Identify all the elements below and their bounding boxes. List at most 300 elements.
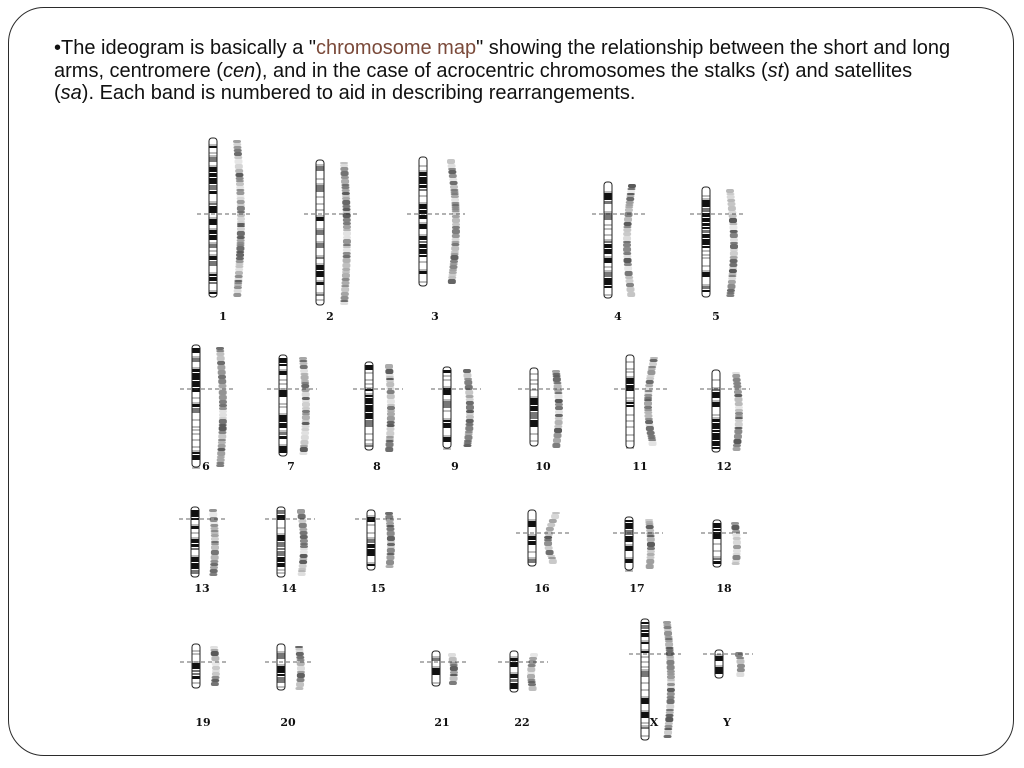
- band: [444, 423, 451, 428]
- photo-band: [448, 168, 456, 170]
- band: [366, 420, 373, 427]
- ideogram-outline: [641, 619, 649, 740]
- band: [278, 563, 285, 567]
- photo-band: [645, 521, 653, 523]
- band: [511, 679, 518, 682]
- photo-band: [218, 441, 226, 444]
- chromosome-8: [353, 362, 403, 473]
- photo-band: [735, 412, 743, 415]
- photo-band: [234, 289, 242, 293]
- band: [642, 712, 649, 718]
- photo-band: [211, 537, 219, 541]
- band: [210, 235, 217, 240]
- band: [278, 542, 285, 547]
- band: [210, 206, 217, 213]
- band: [420, 177, 427, 184]
- photo-band: [386, 440, 394, 442]
- band: [605, 201, 612, 204]
- band: [317, 265, 324, 270]
- photo-band: [649, 362, 657, 366]
- photo-band: [736, 657, 744, 659]
- photo-band: [343, 208, 351, 211]
- photo-band: [386, 555, 394, 560]
- band: [642, 642, 649, 644]
- chromosome-9: [431, 367, 481, 473]
- photo-band: [450, 260, 458, 263]
- photo-band: [529, 686, 537, 691]
- photo-band: [451, 202, 459, 204]
- band: [193, 358, 200, 362]
- photo-band: [735, 409, 743, 412]
- band: [420, 204, 427, 209]
- photo-band: [343, 252, 351, 255]
- band: [280, 432, 287, 435]
- photo-band: [465, 390, 473, 395]
- photo-band: [728, 275, 736, 277]
- photo-band: [667, 688, 675, 692]
- photo-band: [624, 266, 632, 271]
- photo-band: [295, 646, 303, 648]
- photo-band: [623, 243, 631, 247]
- band: [192, 570, 199, 574]
- band: [280, 415, 287, 422]
- photo-band: [450, 263, 458, 265]
- photo-band: [663, 624, 671, 626]
- band: [366, 365, 373, 370]
- photo-band: [645, 519, 653, 521]
- photo-band: [733, 549, 741, 553]
- photo-band: [733, 540, 741, 545]
- photo-band: [732, 533, 740, 537]
- band: [317, 271, 324, 277]
- band: [317, 185, 324, 192]
- photo-band: [555, 414, 563, 417]
- chromosome-1: [197, 138, 251, 323]
- photo-band: [647, 375, 655, 377]
- band: [317, 230, 324, 235]
- photo-band: [387, 424, 395, 427]
- photo-band: [449, 657, 457, 662]
- band: [192, 563, 199, 569]
- photo-band: [450, 185, 458, 189]
- photo-band: [210, 649, 218, 651]
- photo-band: [555, 417, 563, 420]
- photo-band: [216, 347, 224, 350]
- photo-band: [734, 397, 742, 402]
- photo-band: [217, 448, 225, 451]
- photo-band: [386, 431, 394, 436]
- band: [278, 674, 285, 676]
- photo-band: [667, 699, 675, 704]
- photo-band: [644, 397, 652, 399]
- photo-band: [645, 387, 653, 390]
- photo-band: [729, 218, 737, 223]
- photo-band: [218, 384, 226, 388]
- band: [210, 277, 217, 281]
- photo-band: [667, 683, 675, 686]
- photo-band: [646, 559, 654, 564]
- band: [420, 185, 427, 188]
- chromosome-label: 19: [195, 716, 211, 729]
- photo-band: [648, 439, 656, 441]
- photo-band: [219, 410, 227, 413]
- photo-band: [234, 282, 242, 284]
- band: [626, 523, 633, 529]
- photo-band: [730, 238, 738, 242]
- photo-band: [217, 458, 225, 462]
- photo-band: [212, 666, 220, 670]
- band: [193, 369, 200, 372]
- photo-band: [734, 434, 742, 439]
- photo-band: [210, 569, 218, 573]
- photo-band: [626, 279, 634, 283]
- chromosome-21: [420, 651, 466, 729]
- photo-band: [624, 258, 632, 263]
- band: [713, 447, 720, 449]
- photo-band: [729, 214, 737, 218]
- band: [192, 548, 199, 550]
- photo-band: [234, 278, 242, 280]
- photo-band: [218, 370, 226, 375]
- photo-band: [236, 180, 244, 182]
- photo-band: [209, 512, 217, 517]
- photo-band: [237, 239, 245, 242]
- band: [420, 244, 427, 248]
- photo-band: [555, 406, 563, 410]
- band: [280, 364, 287, 366]
- band: [278, 535, 285, 541]
- photo-band: [451, 204, 459, 206]
- photo-band: [555, 420, 563, 425]
- photo-band: [728, 277, 736, 280]
- photo-band: [342, 205, 350, 208]
- band: [642, 630, 649, 632]
- photo-band: [450, 664, 458, 666]
- band: [420, 249, 427, 254]
- photo-band: [734, 429, 742, 434]
- band: [192, 557, 199, 562]
- band: [366, 413, 373, 419]
- chromosome-label: 7: [287, 460, 295, 473]
- band: [529, 536, 536, 540]
- chromosome-y: [703, 650, 753, 729]
- photo-band: [627, 193, 635, 195]
- band: [210, 256, 217, 260]
- photo-band: [299, 523, 307, 528]
- band: [193, 670, 200, 672]
- photo-band: [216, 352, 224, 356]
- band: [210, 203, 217, 205]
- photo-band: [237, 195, 245, 197]
- photo-band: [623, 226, 631, 228]
- photo-band: [732, 560, 740, 562]
- photo-band: [645, 390, 653, 392]
- photo-band: [217, 365, 225, 370]
- chromosome-label: 14: [281, 582, 297, 595]
- photo-band: [300, 548, 308, 550]
- photo-band: [726, 189, 734, 193]
- photo-band: [297, 671, 305, 673]
- photo-band: [464, 440, 472, 442]
- band: [605, 241, 612, 243]
- photo-band: [210, 563, 218, 566]
- band: [368, 544, 375, 548]
- photo-band: [451, 243, 459, 246]
- photo-band: [301, 431, 309, 435]
- band: [420, 271, 427, 274]
- band: [713, 430, 720, 432]
- photo-band: [664, 626, 672, 629]
- photo-band: [733, 447, 741, 451]
- photo-band: [647, 556, 655, 559]
- photo-band: [465, 433, 473, 435]
- photo-band: [387, 536, 395, 541]
- band: [703, 272, 710, 277]
- chromosome-10: [518, 368, 570, 473]
- photo-band: [218, 444, 226, 448]
- photo-band: [627, 188, 635, 190]
- photo-band: [464, 435, 472, 440]
- photo-band: [730, 233, 738, 238]
- band: [511, 662, 518, 667]
- photo-band: [448, 274, 456, 276]
- band: [210, 244, 217, 248]
- photo-band: [233, 146, 241, 149]
- band: [368, 517, 375, 522]
- band: [193, 663, 200, 669]
- photo-band: [340, 167, 348, 171]
- band: [192, 544, 199, 547]
- chromosome-map-link[interactable]: chromosome map: [316, 37, 477, 59]
- photo-band: [233, 293, 241, 297]
- photo-band: [300, 539, 308, 543]
- photo-band: [298, 570, 306, 572]
- photo-band: [385, 369, 393, 374]
- photo-band: [448, 279, 456, 284]
- photo-band: [729, 269, 737, 273]
- band: [713, 433, 720, 440]
- photo-band: [665, 725, 673, 728]
- band: [703, 227, 710, 229]
- photo-band: [387, 412, 395, 416]
- photo-band: [666, 656, 674, 658]
- photo-band: [343, 239, 351, 244]
- photo-band: [297, 659, 305, 661]
- photo-band: [465, 431, 473, 433]
- band: [420, 210, 427, 214]
- photo-band: [386, 525, 394, 527]
- photo-band: [302, 392, 310, 397]
- photo-band: [343, 258, 351, 263]
- photo-band: [210, 527, 218, 530]
- photo-band: [726, 193, 734, 195]
- photo-band: [732, 372, 740, 374]
- photo-band: [451, 198, 459, 202]
- photo-band: [729, 263, 737, 267]
- photo-band: [219, 424, 227, 426]
- band: [192, 539, 199, 543]
- photo-band: [733, 439, 741, 444]
- photo-band: [234, 284, 242, 286]
- photo-band: [341, 184, 349, 186]
- photo-band: [210, 560, 218, 563]
- photo-band: [644, 401, 652, 406]
- band: [444, 437, 451, 442]
- photo-band: [647, 547, 655, 550]
- photo-band: [667, 696, 675, 699]
- photo-band: [301, 435, 309, 440]
- photo-band: [645, 384, 653, 387]
- photo-band: [729, 267, 737, 269]
- photo-band: [665, 640, 673, 642]
- photo-band: [448, 164, 456, 168]
- photo-band: [219, 426, 227, 431]
- photo-band: [625, 208, 633, 212]
- band: [317, 166, 324, 171]
- photo-band: [665, 638, 673, 640]
- photo-band: [386, 438, 394, 440]
- chromosome-label: 8: [373, 460, 381, 473]
- band: [714, 523, 721, 528]
- photo-band: [387, 394, 395, 399]
- photo-band: [386, 376, 394, 378]
- photo-band: [387, 399, 395, 404]
- photo-band: [236, 177, 244, 180]
- chromosome-6: [180, 345, 234, 473]
- photo-band: [546, 527, 554, 531]
- photo-band: [301, 428, 309, 431]
- photo-band: [343, 244, 351, 246]
- photo-band: [237, 242, 245, 244]
- photo-band: [625, 206, 633, 208]
- photo-band: [297, 509, 305, 514]
- chromosome-label: 20: [280, 716, 296, 729]
- photo-band: [299, 357, 307, 360]
- photo-band: [217, 356, 225, 361]
- photo-band: [233, 143, 241, 146]
- photo-band: [733, 444, 741, 447]
- photo-band: [235, 164, 243, 169]
- band: [529, 541, 536, 545]
- photo-band: [449, 681, 457, 685]
- photo-band: [463, 373, 471, 378]
- photo-band: [733, 537, 741, 540]
- photo-band: [464, 442, 472, 444]
- photo-band: [735, 422, 743, 427]
- band: [280, 390, 287, 397]
- photo-band: [466, 423, 474, 426]
- photo-band: [236, 263, 244, 265]
- chromosome-15: [355, 510, 403, 595]
- chromosome-16: [516, 510, 570, 595]
- photo-band: [730, 259, 738, 263]
- chromosome-5: [690, 187, 744, 323]
- photo-band: [553, 375, 561, 377]
- photo-band: [234, 286, 242, 289]
- photo-band: [728, 206, 736, 211]
- photo-band: [343, 218, 351, 222]
- chromosome-18: [701, 520, 749, 595]
- photo-band: [343, 211, 351, 213]
- chromosome-label: 16: [534, 582, 550, 595]
- band: [713, 402, 720, 407]
- chromosome-3: [407, 157, 465, 323]
- photo-band: [211, 682, 219, 686]
- photo-band: [465, 426, 473, 431]
- photo-band: [666, 714, 674, 717]
- photo-band: [343, 231, 351, 236]
- photo-band: [218, 439, 226, 441]
- photo-band: [340, 300, 348, 302]
- band: [420, 172, 427, 176]
- photo-band: [340, 162, 348, 164]
- photo-band: [450, 255, 458, 260]
- photo-band: [341, 179, 349, 184]
- photo-band: [452, 226, 460, 229]
- photo-band: [210, 517, 218, 522]
- chromosome-label: 22: [514, 716, 530, 729]
- photo-band: [554, 389, 562, 392]
- karyogram: [155, 130, 785, 760]
- photo-band: [300, 531, 308, 535]
- photo-band: [216, 464, 224, 467]
- photo-band: [735, 402, 743, 406]
- photo-band: [733, 545, 741, 549]
- band: [703, 246, 710, 248]
- band: [642, 633, 649, 637]
- photo-band: [646, 525, 654, 529]
- photo-band: [451, 253, 459, 255]
- photo-band: [235, 169, 243, 173]
- photo-band: [554, 384, 562, 389]
- band: [420, 255, 427, 257]
- photo-band: [386, 427, 394, 431]
- photo-band: [450, 676, 458, 681]
- photo-band: [237, 197, 245, 200]
- band: [317, 217, 324, 221]
- photo-band: [646, 564, 654, 569]
- band: [627, 405, 634, 407]
- band: [193, 408, 200, 413]
- photo-band: [386, 560, 394, 565]
- photo-band: [342, 263, 350, 268]
- photo-band: [627, 190, 635, 193]
- photo-band: [387, 531, 395, 536]
- photo-band: [544, 536, 552, 539]
- band: [626, 536, 633, 542]
- photo-band: [646, 529, 654, 532]
- photo-band: [385, 512, 393, 515]
- photo-band: [466, 415, 474, 419]
- photo-band: [466, 398, 474, 401]
- photo-band: [647, 370, 655, 375]
- photo-band: [342, 197, 350, 200]
- photo-band: [450, 189, 458, 191]
- chromosome-14: [265, 507, 315, 595]
- photo-band: [343, 236, 351, 239]
- band: [368, 564, 375, 566]
- photo-band: [449, 178, 457, 181]
- photo-band: [648, 366, 656, 368]
- photo-band: [735, 417, 743, 419]
- chromosome-11: [614, 355, 668, 473]
- photo-band: [664, 629, 672, 631]
- photo-band: [302, 397, 310, 400]
- photo-band: [646, 532, 654, 535]
- photo-band: [210, 522, 218, 524]
- photo-band: [341, 176, 349, 179]
- chromosome-label: 4: [614, 310, 622, 323]
